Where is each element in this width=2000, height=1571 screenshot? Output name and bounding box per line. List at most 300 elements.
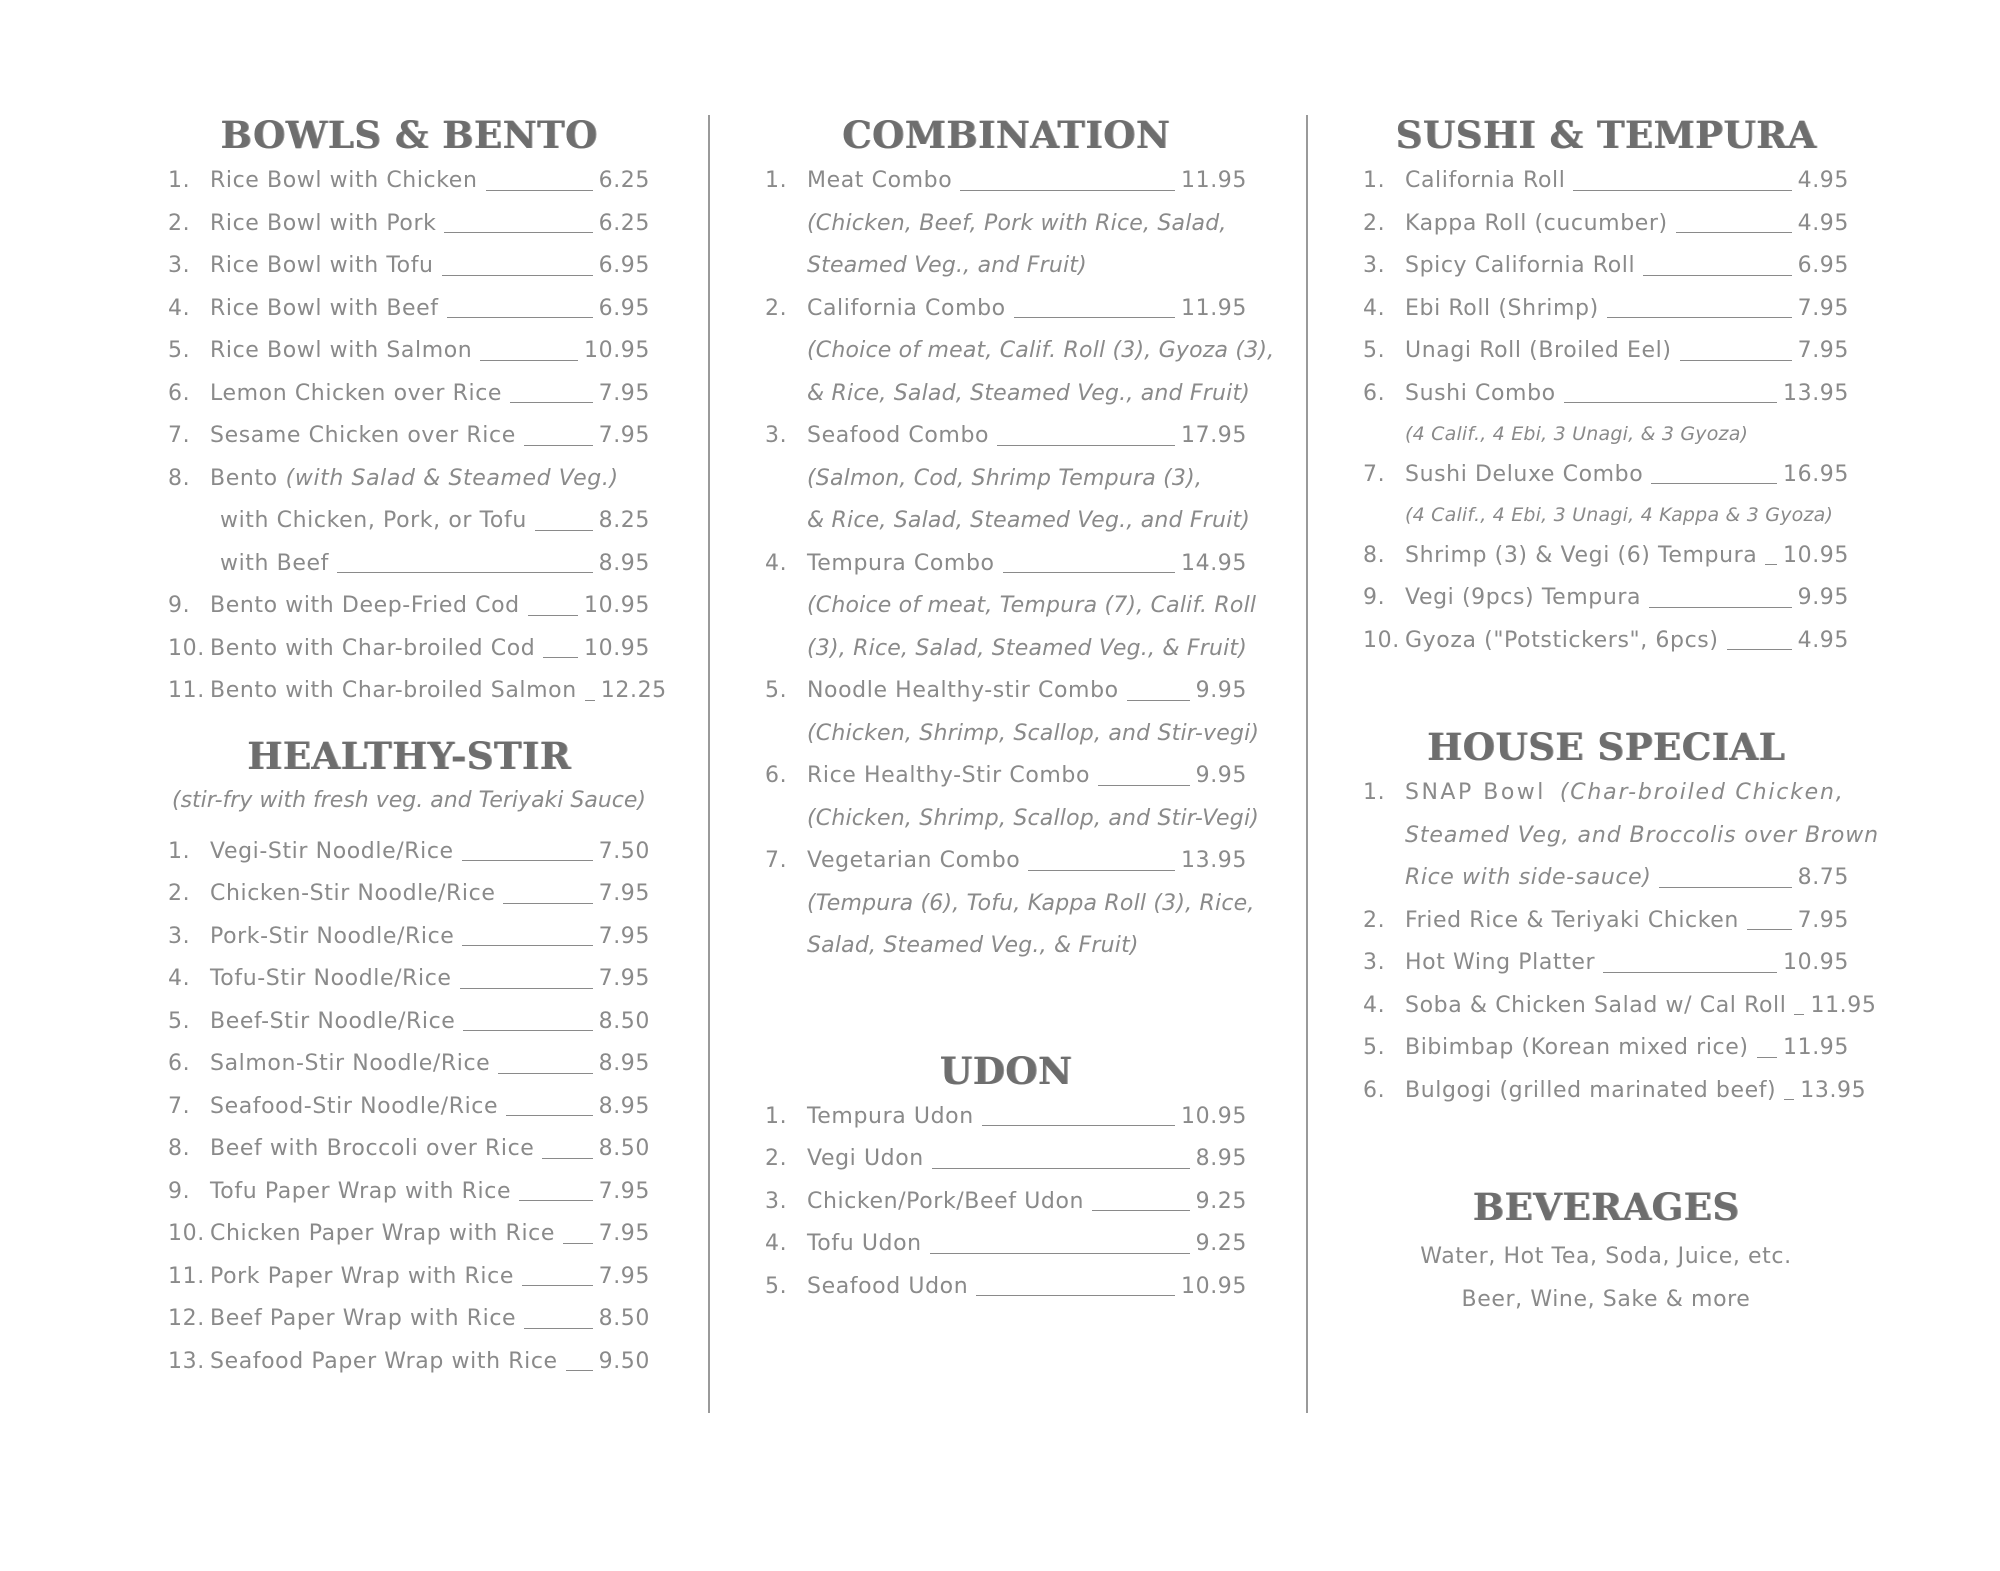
item-row (168, 670, 667, 713)
item-name: Bento with Char-broiled Salmon (210, 678, 577, 703)
item-number: 1. (168, 168, 191, 193)
item-number: 2. (1363, 907, 1386, 933)
menu-item (765, 1138, 1247, 1181)
menu-item (765, 415, 1251, 543)
item-number: 11. (168, 1263, 205, 1289)
leader-line (460, 988, 593, 989)
item-name: Chicken Paper Wrap with Rice (210, 1221, 555, 1246)
item-number: 2. (168, 881, 191, 906)
menu-item (765, 288, 1275, 416)
item-number: 5. (765, 678, 788, 703)
item-row (765, 670, 1247, 713)
item-row (168, 160, 650, 203)
item-number: 8. (168, 465, 191, 491)
menu-column-middle (765, 110, 1275, 1308)
item-number: 8. (1363, 542, 1386, 568)
item-price: 10.95 (1783, 950, 1849, 975)
item-row (168, 373, 650, 416)
item-price: 11.95 (1810, 992, 1877, 1018)
item-price: 7.50 (598, 838, 650, 864)
menu-item (765, 1181, 1247, 1224)
leader-line (1643, 275, 1791, 276)
item-row (168, 958, 650, 1001)
item-price: 6.25 (598, 168, 650, 193)
item-note: & Rice, Salad, Steamed Veg., and Fruit) (807, 508, 1251, 533)
item-price: 16.95 (1783, 461, 1849, 487)
item-price: 13.95 (1181, 848, 1247, 873)
item-note: Steamed Veg., and Fruit) (807, 253, 1087, 278)
section-combination (765, 110, 1275, 968)
item-number: 9. (168, 1178, 191, 1204)
section-title: BEVERAGES (1472, 1185, 1740, 1229)
item-number: 1. (765, 168, 788, 193)
menu-item (168, 1341, 650, 1384)
item-number: 3. (168, 253, 191, 278)
menu-item (168, 1128, 650, 1171)
item-price: 7.95 (598, 1263, 650, 1289)
item-row (168, 1128, 650, 1171)
item-row (1363, 245, 1849, 288)
item-row (168, 628, 650, 671)
leader-line (1564, 402, 1777, 403)
item-number: 6. (168, 380, 191, 406)
item-number: 5. (1363, 1035, 1386, 1060)
item-number: 9. (1363, 585, 1386, 610)
item-number: 4. (168, 966, 191, 991)
item-name: Noodle Healthy-stir Combo (807, 678, 1119, 703)
leader-line (528, 615, 578, 616)
item-name: Sesame Chicken over Rice (210, 423, 516, 448)
item-note: & Rice, Salad, Steamed Veg., and Fruit) (807, 380, 1251, 406)
item-name: Spicy California Roll (1405, 253, 1636, 278)
menu-column-right (1363, 110, 1879, 1321)
item-price: 9.50 (598, 1348, 650, 1374)
item-number: 2. (168, 210, 191, 236)
item-name: Seafood Combo (807, 423, 990, 448)
item-number: 3. (765, 423, 788, 448)
menu-item (1363, 535, 1849, 578)
item-number: 11. (168, 678, 205, 703)
leader-line (522, 1285, 593, 1286)
menu-item (765, 755, 1260, 840)
item-row (168, 288, 650, 331)
item-name: Vegi (9pcs) Tempura (1405, 585, 1642, 610)
item-row (168, 1001, 650, 1044)
menu-item (1363, 620, 1849, 663)
item-number: 4. (1363, 992, 1386, 1018)
menu-item (168, 916, 650, 959)
item-note: (Chicken, Beef, Pork with Rice, Salad, (807, 210, 1227, 236)
item-note: Steamed Veg, and Broccolis over Brown (1405, 822, 1879, 848)
item-price: 8.50 (598, 1136, 650, 1161)
item-price: 8.50 (598, 1306, 650, 1331)
item-note: (Chicken, Shrimp, Scallop, and Stir-Vegi) (807, 805, 1260, 831)
item-number: 13. (168, 1348, 205, 1374)
leader-line (447, 317, 593, 318)
item-name: SNAP Bowl (1405, 780, 1546, 805)
item-name: Vegi-Stir Noodle/Rice (210, 838, 454, 864)
item-row (168, 1213, 650, 1256)
item-row (765, 1223, 1247, 1266)
leader-line (1784, 1099, 1794, 1100)
menu-item (765, 1266, 1247, 1309)
menu-item (765, 160, 1247, 288)
item-name: Seafood Udon (807, 1273, 969, 1299)
item-row (168, 330, 650, 373)
item-number: 4. (765, 550, 788, 576)
item-number: 1. (1363, 168, 1386, 193)
item-row (168, 1086, 650, 1129)
section-sushi-tempura (1363, 110, 1849, 662)
udon-list (765, 1096, 1247, 1309)
leader-line (543, 657, 578, 658)
menu-item (168, 245, 650, 288)
item-number: 3. (765, 1188, 788, 1214)
menu-item (765, 543, 1257, 671)
item-price: 8.25 (598, 508, 650, 533)
item-name: Chicken-Stir Noodle/Rice (210, 881, 496, 906)
item-number: 6. (765, 763, 788, 788)
leader-line (463, 1030, 592, 1031)
item-row (765, 1266, 1247, 1309)
section-title: BOWLS & BENTO (220, 113, 598, 157)
leader-line (1676, 232, 1792, 233)
item-number: 1. (1363, 780, 1386, 805)
item-name: Rice Bowl with Salmon (210, 338, 473, 363)
item-name: Salmon-Stir Noodle/Rice (210, 1051, 491, 1076)
menu-item (168, 330, 650, 373)
item-price: 11.95 (1181, 295, 1247, 321)
section-title: HOUSE SPECIAL (1427, 725, 1785, 769)
leader-line (480, 360, 578, 361)
item-row (168, 873, 650, 916)
item-row (1363, 288, 1849, 331)
section-title: SUSHI & TEMPURA (1395, 113, 1817, 157)
item-row (168, 1298, 650, 1341)
section-house-special (1363, 722, 1879, 1112)
item-row (168, 1341, 650, 1384)
leader-line (462, 945, 592, 946)
item-name: California Combo (807, 295, 1006, 321)
menu-item (168, 1213, 650, 1256)
menu-item (765, 1096, 1247, 1139)
item-name: Tofu Paper Wrap with Rice (210, 1178, 512, 1204)
item-name: with Beef (220, 550, 329, 576)
item-price: 11.95 (1783, 1035, 1849, 1060)
leader-line (1727, 649, 1792, 650)
section-beverages (1363, 1182, 1849, 1321)
item-row (1363, 942, 1849, 985)
menu-item (1363, 245, 1849, 288)
leader-line (1603, 972, 1777, 973)
item-note: (Char-broiled Chicken, (1559, 780, 1845, 805)
leader-line (506, 1115, 592, 1116)
item-price: 7.95 (1797, 338, 1849, 363)
item-name: Pork-Stir Noodle/Rice (210, 923, 455, 949)
menu-column-left (168, 110, 667, 1383)
item-name: Bento (210, 465, 278, 491)
item-row (1363, 1070, 1867, 1113)
item-price: 6.95 (1797, 253, 1849, 278)
item-price: 13.95 (1800, 1077, 1867, 1103)
item-price: 7.95 (598, 1178, 650, 1204)
item-row (1363, 160, 1849, 203)
item-name: Soba & Chicken Salad w/ Cal Roll (1405, 992, 1787, 1018)
item-row (168, 1256, 650, 1299)
item-row (765, 755, 1247, 798)
item-price: 7.95 (598, 923, 650, 949)
item-note: (Salmon, Cod, Shrimp Tempura (3), (807, 465, 1203, 491)
item-price: 10.95 (584, 593, 650, 618)
item-note: (Choice of meat, Calif. Roll (3), Gyoza (3), (807, 338, 1275, 363)
leader-line (442, 275, 593, 276)
item-row (168, 1171, 650, 1214)
menu-item (1363, 577, 1849, 620)
healthy-list (168, 831, 650, 1384)
item-note: (4 Calif., 4 Ebi, 3 Unagi, 4 Kappa & 3 Gyoza) (1405, 504, 1834, 526)
item-row (765, 1181, 1247, 1224)
leader-line (1765, 564, 1777, 565)
item-number: 6. (168, 1051, 191, 1076)
item-name: Bento with Deep-Fried Cod (210, 593, 520, 618)
item-name: Bulgogi (grilled marinated beef) (1405, 1077, 1777, 1103)
item-number: 10. (1363, 627, 1400, 653)
item-row (1363, 900, 1849, 943)
item-number: 2. (765, 295, 788, 321)
menu-item (168, 873, 650, 916)
item-price: 10.95 (584, 338, 650, 363)
item-number: 5. (765, 1273, 788, 1299)
item-row (765, 415, 1247, 458)
menu-item (1363, 900, 1849, 943)
leader-line (503, 903, 592, 904)
item-row (765, 840, 1247, 883)
menu-item (1363, 288, 1849, 331)
leader-line (566, 1370, 593, 1371)
leader-line (930, 1253, 1190, 1254)
leader-line (1014, 317, 1175, 318)
leader-line (1659, 887, 1791, 888)
menu-item (168, 288, 650, 331)
leader-line (524, 445, 593, 446)
menu-item (168, 958, 650, 1001)
item-row (1363, 985, 1877, 1028)
item-row (168, 916, 650, 959)
item-note: (Choice of meat, Tempura (7), Calif. Roll (807, 593, 1257, 618)
item-price: 9.95 (1195, 763, 1247, 788)
item-name: Fried Rice & Teriyaki Chicken (1405, 907, 1739, 933)
item-price: 7.95 (1797, 295, 1849, 321)
menu-item (168, 415, 650, 458)
item-name: Rice Bowl with Pork (210, 210, 437, 236)
item-price: 8.95 (598, 1093, 650, 1119)
item-number: 3. (1363, 950, 1386, 975)
item-name: Sushi Combo (1405, 380, 1556, 406)
leader-line (1651, 483, 1777, 484)
item-name: with Chicken, Pork, or Tofu (220, 508, 527, 533)
section-bowls-bento (168, 110, 667, 713)
item-row (168, 585, 650, 628)
item-row (1363, 1027, 1849, 1070)
section-healthy-stir (168, 731, 650, 1384)
leader-line (997, 445, 1175, 446)
item-number: 7. (168, 1093, 191, 1119)
item-number: 3. (168, 923, 191, 949)
item-price: 9.95 (1195, 678, 1247, 703)
item-price: 7.95 (1797, 907, 1849, 933)
menu-item (168, 1171, 650, 1214)
menu-item (168, 1001, 650, 1044)
item-note: (4 Calif., 4 Ebi, 3 Unagi, & 3 Gyoza) (1405, 423, 1749, 445)
item-row (1363, 535, 1849, 578)
item-name: Gyoza ("Potstickers", 6pcs) (1405, 627, 1719, 653)
item-name: Meat Combo (807, 168, 953, 193)
item-price: 9.25 (1195, 1231, 1247, 1256)
item-name: Sushi Deluxe Combo (1405, 461, 1644, 487)
house-list (1363, 772, 1879, 1112)
menu-item (1363, 942, 1849, 985)
sushi-list (1363, 160, 1849, 662)
item-name: Lemon Chicken over Rice (210, 380, 503, 406)
item-price: 7.95 (598, 380, 650, 406)
menu-item (1363, 1027, 1849, 1070)
item-number: 4. (168, 295, 191, 321)
leader-line (1003, 572, 1175, 573)
leader-line (1127, 700, 1190, 701)
menu-item (168, 670, 667, 713)
leader-line (1028, 870, 1175, 871)
item-name: Ebi Roll (Shrimp) (1405, 295, 1599, 321)
menu-item (168, 160, 650, 203)
item-name: Tofu Udon (807, 1231, 922, 1256)
item-price: 7.95 (598, 881, 650, 906)
section-title: UDON (939, 1048, 1073, 1093)
item-name: Rice Bowl with Chicken (210, 168, 478, 193)
bowls-list (168, 160, 667, 713)
menu-item (168, 1256, 650, 1299)
item-row (1363, 577, 1849, 620)
leader-line (585, 700, 595, 701)
item-note: (Chicken, Shrimp, Scallop, and Stir-vegi) (807, 720, 1260, 746)
menu-item (765, 1223, 1247, 1266)
item-name: Shrimp (3) & Vegi (6) Tempura (1405, 542, 1758, 568)
item-number: 5. (168, 1008, 191, 1034)
item-price: 6.95 (598, 295, 650, 321)
item-name: Rice Bowl with Tofu (210, 253, 434, 278)
item-name: Tempura Udon (807, 1103, 974, 1129)
item-price: 4.95 (1797, 210, 1849, 236)
item-number: 8. (168, 1136, 191, 1161)
item-price: 11.95 (1181, 168, 1247, 193)
item-price: 12.25 (600, 678, 667, 703)
leader-line (498, 1073, 592, 1074)
leader-line (1794, 1014, 1804, 1015)
item-name: Unagi Roll (Broiled Eel) (1405, 338, 1672, 363)
item-name: Chicken/Pork/Beef Udon (807, 1188, 1085, 1214)
menu-item (1363, 330, 1849, 373)
section-subtitle: (stir-fry with fresh veg. and Teriyaki Sauce) (171, 787, 646, 813)
item-number: 5. (1363, 338, 1386, 363)
menu-item (1363, 203, 1849, 246)
item-name: Rice Healthy-Stir Combo (807, 763, 1091, 788)
menu-item (1363, 1070, 1867, 1113)
item-price: 6.95 (598, 253, 650, 278)
item-name: Rice Bowl with Beef (210, 295, 439, 321)
item-price: 7.95 (598, 1221, 650, 1246)
menu-item (168, 203, 650, 246)
menu-item (765, 670, 1260, 755)
leader-line (1098, 785, 1190, 786)
leader-line (510, 402, 593, 403)
item-row (168, 1043, 650, 1086)
item-name: Pork Paper Wrap with Rice (210, 1263, 514, 1289)
menu-item (168, 458, 650, 501)
leader-line (976, 1295, 1175, 1296)
item-name: Kappa Roll (cucumber) (1405, 210, 1668, 236)
leader-line (1649, 607, 1791, 608)
menu-item (1363, 160, 1849, 203)
item-price: 17.95 (1181, 423, 1247, 448)
item-name: Hot Wing Platter (1405, 950, 1596, 975)
item-price: 8.95 (1195, 1146, 1247, 1171)
menu-item (168, 628, 650, 671)
item-name: Seafood Paper Wrap with Rice (210, 1348, 558, 1374)
menu-item (168, 500, 650, 543)
menu-item (168, 1043, 650, 1086)
item-name: California Roll (1405, 168, 1566, 193)
item-number: 9. (168, 593, 191, 618)
leader-line (563, 1243, 593, 1244)
leader-line (1747, 929, 1792, 930)
item-note: Salad, Steamed Veg., & Fruit) (807, 933, 1139, 958)
menu-item (765, 840, 1255, 968)
item-number: 1. (168, 838, 191, 864)
item-price: 8.50 (598, 1008, 650, 1034)
item-row (1363, 454, 1849, 497)
item-price: 9.25 (1195, 1188, 1247, 1214)
item-note: (3), Rice, Salad, Steamed Veg., & Fruit) (807, 635, 1248, 661)
item-price: 10.95 (1181, 1273, 1247, 1299)
leader-line (1607, 317, 1792, 318)
item-number: 6. (1363, 1077, 1386, 1103)
item-row (765, 543, 1247, 586)
item-number: 2. (765, 1146, 788, 1171)
item-number: 7. (1363, 461, 1386, 487)
item-name: Beef Paper Wrap with Rice (210, 1306, 517, 1331)
leader-line (337, 572, 593, 573)
item-number: 2. (1363, 210, 1386, 236)
item-row (765, 160, 1247, 203)
item-price: 14.95 (1181, 550, 1247, 576)
item-number: 1. (765, 1103, 788, 1129)
item-row (765, 1138, 1247, 1181)
item-note: (Tempura (6), Tofu, Kappa Roll (3), Rice, (807, 890, 1255, 916)
menu-item (168, 1298, 650, 1341)
item-row (168, 543, 650, 586)
item-row (1363, 373, 1849, 416)
item-row (168, 458, 650, 501)
item-note: Rice with side-sauce) (1405, 865, 1652, 890)
item-name: Beef-Stir Noodle/Rice (210, 1008, 456, 1034)
item-price: 8.95 (598, 1051, 650, 1076)
item-price: 10.95 (584, 635, 650, 661)
menu-item (1363, 985, 1877, 1028)
leader-line (1680, 360, 1792, 361)
menu-item (1363, 772, 1879, 900)
beverage-line: Water, Hot Tea, Soda, Juice, etc. (1420, 1244, 1792, 1269)
item-name: Seafood-Stir Noodle/Rice (210, 1093, 499, 1119)
leader-line (932, 1168, 1190, 1169)
